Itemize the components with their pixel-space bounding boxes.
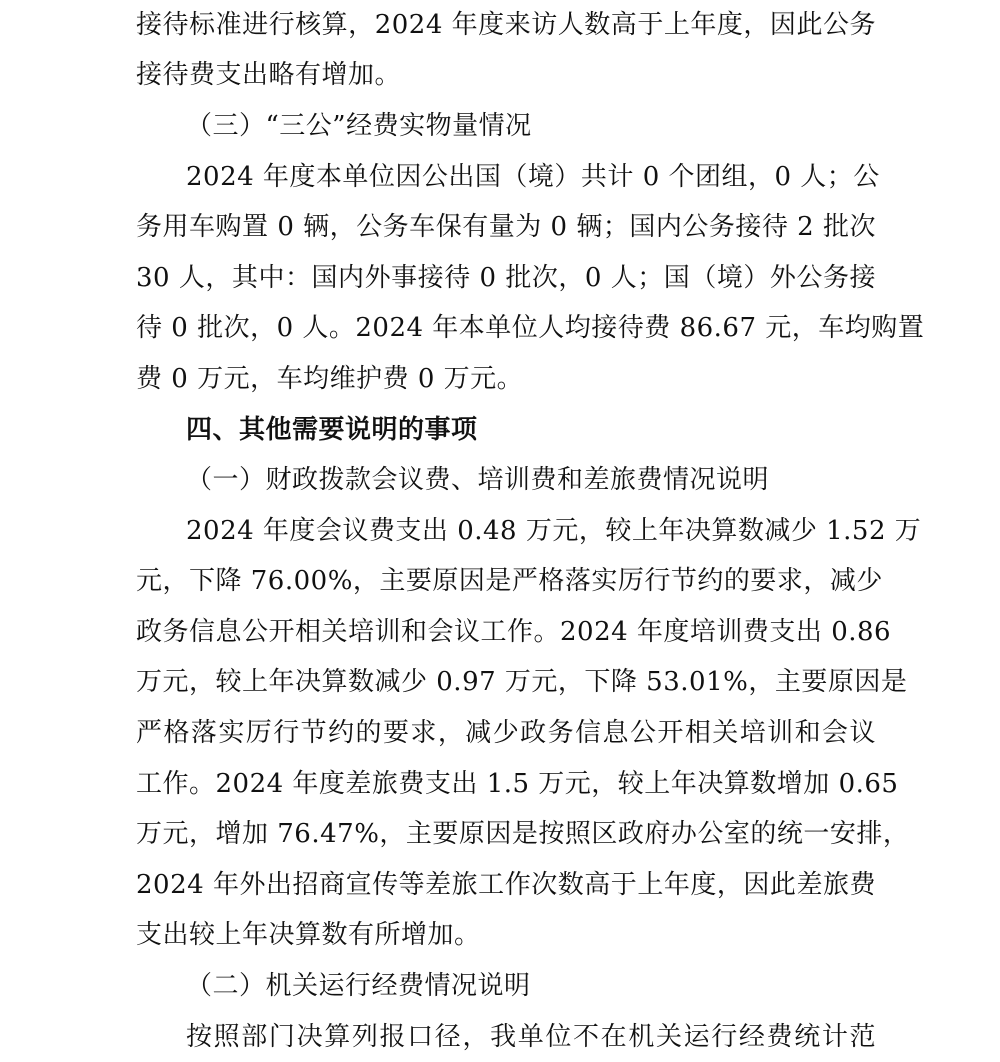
paragraph-line: 接待标准进行核算，2024 年度来访人数高于上年度，因此公务 <box>136 10 876 40</box>
section-subheading: （一）财政拨款会议费、培训费和差旅费情况说明 <box>186 465 770 495</box>
section-subheading: （二）机关运行经费情况说明 <box>186 971 531 1001</box>
paragraph-line: 2024 年度会议费支出 0.48 万元，较上年决算数减少 1.52 万 <box>186 516 922 546</box>
section-subheading: （三）“三公”经费实物量情况 <box>186 111 532 141</box>
paragraph-line: 万元，增加 76.47%，主要原因是按照区政府办公室的统一安排， <box>136 819 910 849</box>
paragraph-line: 工作。2024 年度差旅费支出 1.5 万元，较上年决算数增加 0.65 <box>136 769 899 799</box>
section-heading: 四、其他需要说明的事项 <box>186 415 478 445</box>
paragraph-line: 支出较上年决算数有所增加。 <box>136 920 481 950</box>
paragraph-line: 待 0 批次，0 人。2024 年本单位人均接待费 86.67 元，车均购置 <box>136 313 925 343</box>
paragraph-line: 接待费支出略有增加。 <box>136 60 402 90</box>
paragraph-line: 2024 年度本单位因公出国（境）共计 0 个团组，0 人；公 <box>186 162 880 192</box>
paragraph-line: 30 人，其中：国内外事接待 0 批次，0 人；国（境）外公务接 <box>136 263 876 293</box>
paragraph-line: 2024 年外出招商宣传等差旅工作次数高于上年度，因此差旅费 <box>136 870 876 900</box>
paragraph-line: 万元，较上年决算数减少 0.97 万元，下降 53.01%，主要原因是 <box>136 667 908 697</box>
paragraph-line: 严格落实厉行节约的要求，减少政务信息公开相关培训和会议 <box>136 718 876 748</box>
paragraph-line: 政务信息公开相关培训和会议工作。2024 年度培训费支出 0.86 <box>136 617 892 647</box>
paragraph-line: 按照部门决算列报口径，我单位不在机关运行经费统计范 <box>186 1022 876 1052</box>
paragraph-line: 务用车购置 0 辆，公务车保有量为 0 辆；国内公务接待 2 批次 <box>136 212 876 242</box>
paragraph-line: 元，下降 76.00%，主要原因是严格落实厉行节约的要求，减少 <box>136 566 883 596</box>
paragraph-line: 费 0 万元，车均维护费 0 万元。 <box>136 364 524 394</box>
